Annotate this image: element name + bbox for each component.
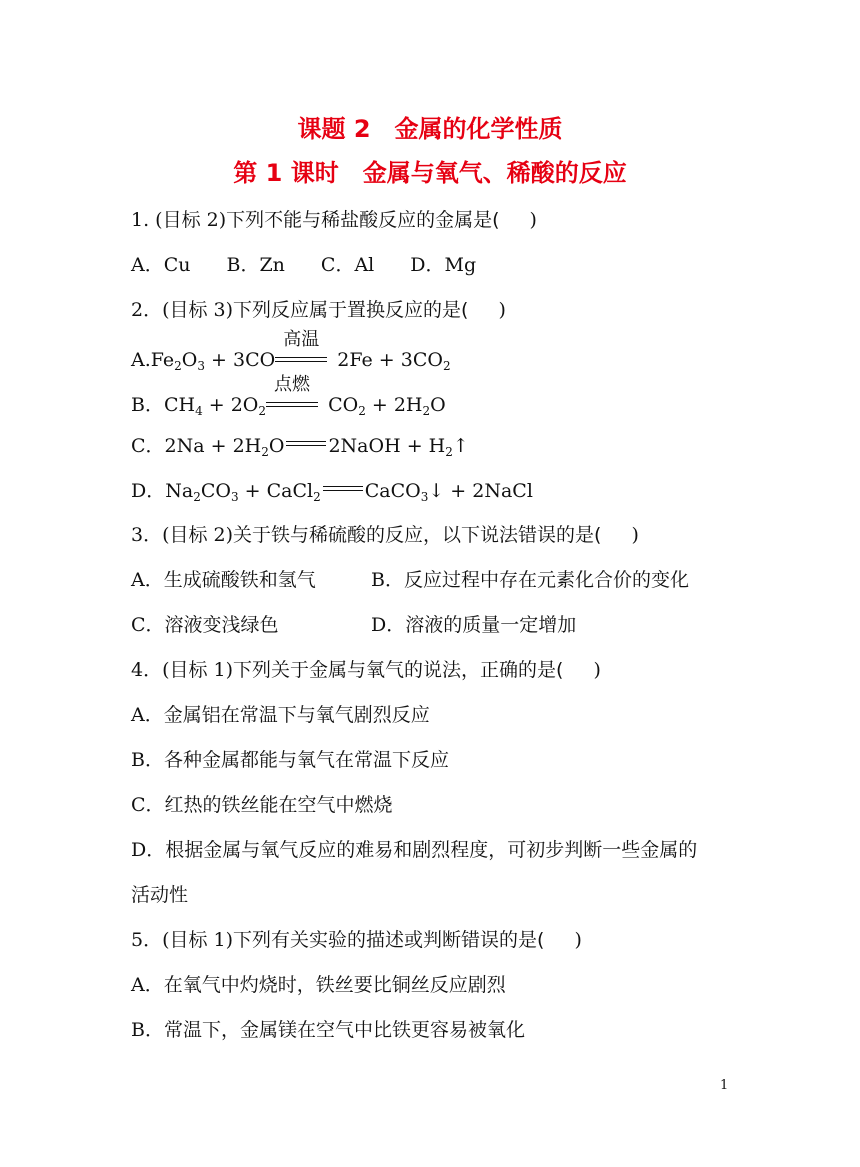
question-1-close: ) [529,209,537,231]
option-label: B． [131,749,164,771]
question-4-option-a [131,702,430,728]
option-label: D． [131,839,166,861]
question-2-stem: 下列反应属于置换反应的是( [233,299,469,321]
option-label: A． [131,704,164,726]
question-5-option-b [131,1017,525,1043]
question-1-stem: 下列不能与稀盐酸反应的金属是( [226,209,500,231]
question-1-options [131,252,476,278]
question-4-option-b [131,747,449,773]
option-text: 金属铝在常温下与氧气剧烈反应 [163,704,430,726]
question-2-prefix: 2．(目标 3) [131,299,234,321]
question-5-prefix: 5．(目标 1) [131,929,234,951]
question-3-close: ) [631,524,639,546]
question-2-option-d: D．$Na_2CO_3$ + CaCl$_2$ CaCO$_3$↓ + 2NaCl [131,480,533,504]
reaction-condition [266,374,318,413]
question-4-stem: 下列关于金属与氧气的说法，正确的是( [233,659,564,681]
option-label: A． [131,974,164,996]
option-text-continued: 活动性 [131,884,189,906]
question-4-option-c [131,792,393,818]
question-3 [131,522,639,548]
option-label: A． [131,569,164,591]
question-3-option-c [131,612,279,638]
question-1-option-a: A．Cu [131,254,191,276]
question-2-option-a: $A.Fe_2O_3 + 3CO$ 高温 $2Fe + 3CO_2$ [131,329,451,373]
question-3-option-d [371,612,576,638]
option-text: 在氧气中灼烧时，铁丝要比铜丝反应剧烈 [163,974,506,996]
option-text: 生成硫酸铁和氢气 [163,569,316,591]
question-4-option-d [131,837,697,863]
option-text: 反应过程中存在元素化合价的变化 [403,569,689,591]
option-label: C． [131,435,165,457]
option-text: 溶液的质量一定增加 [405,614,577,636]
question-5-close: ) [574,929,582,951]
option-label: B． [131,1019,164,1041]
question-5 [131,927,582,953]
question-4-close: ) [593,659,601,681]
question-2-option-b: B．$CH_4 + 2O_2$ 点燃 $CO_2 + 2H_2O$ [131,374,446,418]
option-text: 各种金属都能与氧气在常温下反应 [163,749,449,771]
question-3-prefix: 3．(目标 2) [131,524,234,546]
option-label: A. [131,349,151,371]
question-3-option-b [371,567,689,593]
question-2 [131,297,506,323]
question-1-option-c: C．Al [320,254,375,276]
option-text: 红热的铁丝能在空气中燃烧 [164,794,393,816]
condition-text: 高温 [283,329,320,350]
question-3-option-a [131,567,316,593]
lesson-title: 课题 2 金属的化学性质 [297,115,563,143]
option-label: B． [371,569,404,591]
question-2-close: ) [498,299,506,321]
equals-sign [286,434,326,454]
question-4-option-d-continued [131,882,188,908]
option-label: C． [131,794,165,816]
section-title: 第 1 课时 金属与氧气、稀酸的反应 [233,159,627,187]
option-label: D． [131,480,166,502]
equals-sign [323,479,363,499]
option-text: 常温下，金属镁在空气中比铁更容易被氧化 [163,1019,525,1041]
option-label: B． [131,394,164,416]
question-1-prefix: 1. (目标 2) [131,209,227,231]
page-number: 1 [720,1078,729,1093]
condition-text: 点燃 [274,374,311,395]
question-1 [131,207,537,233]
option-label: D． [371,614,406,636]
option-label: C． [131,614,165,636]
question-3-stem: 关于铁与稀硫酸的反应，以下说法错误的是( [233,524,602,546]
reaction-condition [275,329,327,368]
question-2-option-c: C．$2Na + 2H_2O$ 2NaOH + $H_2↑$ [131,435,469,459]
question-4-prefix: 4．(目标 1) [131,659,234,681]
question-5-option-a [131,972,506,998]
option-text: 溶液变浅绿色 [164,614,279,636]
option-text: 根据金属与氧气反应的难易和剧烈程度，可初步判断一些金属的 [165,839,698,861]
question-1-option-b: B．Zn [226,254,285,276]
question-1-option-d: D．Mg [410,254,477,276]
question-5-stem: 下列有关实验的描述或判断错误的是( [233,929,545,951]
question-4 [131,657,601,683]
